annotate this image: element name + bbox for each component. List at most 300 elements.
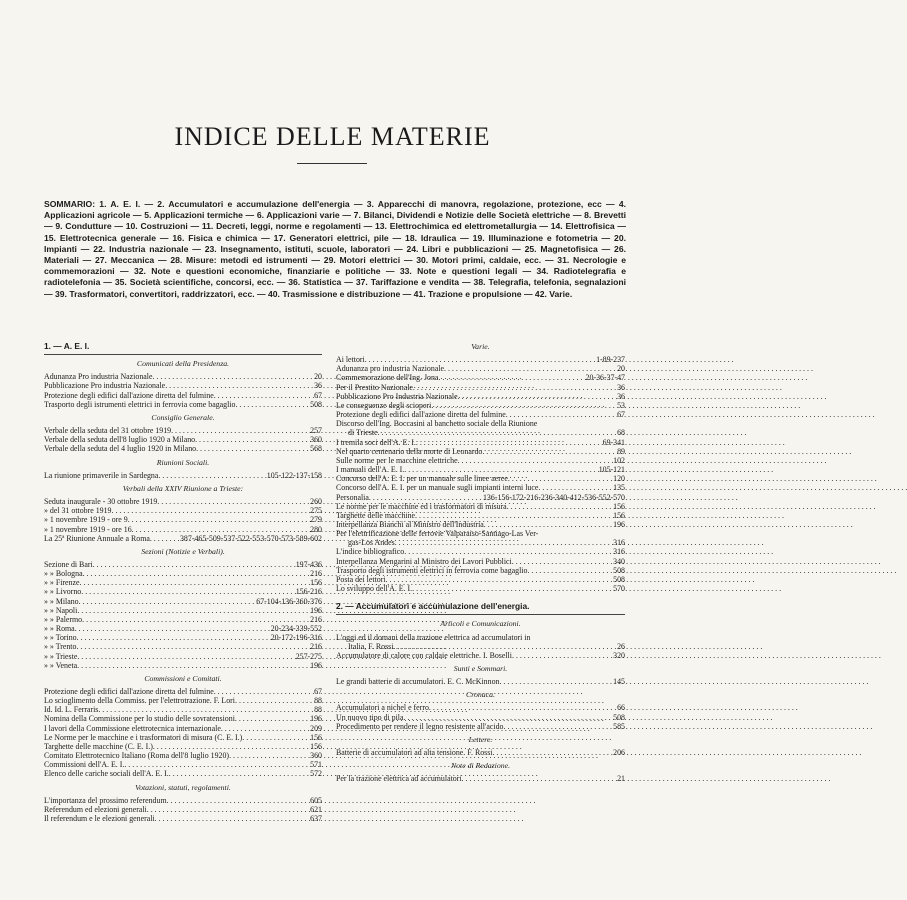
entry-title: » » Palermo xyxy=(44,614,83,624)
index-entry xyxy=(336,355,625,364)
entry-title: Nomina della Commissione per lo studio delle sovratensioni xyxy=(44,714,235,724)
dot-leader xyxy=(221,724,308,733)
index-entry xyxy=(44,661,322,670)
dot-leader xyxy=(112,506,309,515)
dot-leader xyxy=(458,456,612,465)
index-entry xyxy=(44,652,322,661)
entry-list xyxy=(44,796,322,823)
entry-title: Verbale della seduta del 4 luglio 1920 in Milano xyxy=(44,444,197,454)
index-entry xyxy=(44,444,322,453)
section-heading-accumulatori: 2. — Accumulatori e accumulazione dell'energia. xyxy=(336,602,625,615)
page-number: 209 xyxy=(310,723,322,733)
dot-leader xyxy=(506,410,615,419)
subsection-title: Sunti e Sommari. xyxy=(453,664,508,673)
entry-list xyxy=(44,426,322,453)
subsection-title: Votazioni, statuti, regolamenti. xyxy=(135,782,231,792)
dot-leader xyxy=(444,364,615,373)
index-entry xyxy=(44,624,322,633)
index-entry xyxy=(336,774,625,783)
page-number: 605 xyxy=(310,795,322,805)
page-number: 67-104-136-360-376 xyxy=(256,596,322,606)
entry-title: I tremila soci dell'A. E. I. xyxy=(336,437,416,447)
index-entry xyxy=(44,569,322,578)
dot-leader xyxy=(83,569,309,578)
entry-title: Targhette delle macchine (C. E. I.) xyxy=(44,741,153,751)
entry-title: Sulle norme per le macchine elettriche xyxy=(336,455,458,465)
page-number: 88 xyxy=(314,705,322,715)
entry-title: I lavori della Commissione elettrotecnica internazionale xyxy=(44,723,221,733)
page-number: 340 xyxy=(613,556,625,566)
page-number: 360 xyxy=(310,751,322,761)
entry-title: Seduta inaugurale - 30 ottobre 1919 xyxy=(44,497,158,507)
entry-title: » » Torino xyxy=(44,633,77,643)
page-number: 196 xyxy=(310,660,322,670)
dot-leader xyxy=(499,677,611,686)
entry-title: » » Livorno xyxy=(44,587,82,597)
index-entry xyxy=(336,401,625,410)
dot-leader xyxy=(386,575,612,584)
index-entry xyxy=(336,748,625,757)
dot-leader xyxy=(431,401,615,410)
index-entry xyxy=(336,364,625,373)
dot-leader xyxy=(235,714,308,723)
page-number: 136-156-172-216-236-340-412-536-552-570 xyxy=(482,492,625,502)
entry-title: Targhette delle macchine xyxy=(336,510,416,520)
section-heading-aei: 1. — A. E. I. xyxy=(44,342,322,355)
index-entry xyxy=(336,373,625,382)
dot-leader xyxy=(235,400,308,409)
dot-leader xyxy=(155,814,309,823)
page-number: 320 xyxy=(613,650,625,660)
subsection-title: Verbali della XXIV Riunione a Trieste: xyxy=(122,483,244,493)
index-entry xyxy=(336,722,625,731)
dot-leader xyxy=(76,642,308,651)
dot-leader xyxy=(132,525,309,534)
index-entry xyxy=(44,515,322,524)
page-number: 1-89-237 xyxy=(596,355,625,365)
entry-title: » » Bologna xyxy=(44,569,83,579)
index-entry xyxy=(44,471,322,480)
left-column xyxy=(44,338,322,823)
page-number: 20 xyxy=(617,364,625,374)
entry-title: Commissioni dell'A. E. I. xyxy=(44,760,125,770)
index-entry xyxy=(336,529,625,547)
page-number: 197-436 xyxy=(295,559,322,569)
entry-list xyxy=(44,497,322,543)
index-entry xyxy=(44,705,322,714)
index-entry xyxy=(44,615,322,624)
index-entry xyxy=(44,814,322,823)
entry-title: Nel quarto centenario della morte di Leonardo xyxy=(336,446,483,456)
index-entry xyxy=(44,534,322,543)
index-entry xyxy=(44,400,322,409)
entry-title: Verbale della seduta dell'8 luglio 1920 a Milano xyxy=(44,435,196,445)
dot-leader xyxy=(152,372,312,381)
entry-title: Discorso dell'Ing. Boccasini al banchetto sociale della Riunione xyxy=(336,419,538,429)
entry-title: Il referendum e le elezioni generali xyxy=(44,814,155,824)
index-entry xyxy=(44,742,322,751)
entry-list xyxy=(44,372,322,409)
page-number: 257-275 xyxy=(295,651,322,661)
dot-leader xyxy=(492,748,611,757)
index-entry xyxy=(44,497,322,506)
page-number: 316 xyxy=(613,547,625,557)
dot-leader xyxy=(98,705,312,714)
dot-leader xyxy=(395,538,611,547)
entry-title: Id. Id. L. Ferraris xyxy=(44,705,99,715)
dot-leader xyxy=(93,560,294,569)
subsection-title: Sezioni (Notizie e Verbali). xyxy=(141,546,225,556)
entry-title: Lo sviluppo dell'A. E. I. xyxy=(336,584,413,594)
dot-leader xyxy=(165,381,312,390)
dot-leader xyxy=(415,511,611,520)
page-number: 145 xyxy=(613,677,625,687)
index-entry xyxy=(44,381,322,390)
entry-title: Accumulatori a nichel e ferro xyxy=(336,703,429,713)
page-number: 20-36-37-47 xyxy=(585,373,625,383)
entry-title: » » Firenze xyxy=(44,578,80,588)
index-entry xyxy=(336,483,625,492)
entry-title: La 25ª Riunione Annuale a Roma xyxy=(44,533,150,543)
entry-title: L'oggi ed il domani della trazione elettrica ad accumulatori in xyxy=(336,632,531,642)
page-number: 568 xyxy=(310,444,322,454)
entry-title: Le Norme per le macchine e i trasformatori di misura (C. E. I.) xyxy=(44,732,243,742)
page-number: 20 xyxy=(314,372,322,382)
page-number: 279 xyxy=(310,515,322,525)
index-entry xyxy=(44,796,322,805)
dot-leader xyxy=(413,383,615,392)
index-entry xyxy=(336,419,625,437)
entry-title: » 1 novembre 1919 - ore 9 xyxy=(44,515,128,525)
page-number: 120 xyxy=(613,474,625,484)
entry-title: Lo scioglimento della Commiss. per l'elettrotrazione. F. Lori xyxy=(44,696,236,706)
index-entry xyxy=(336,511,625,520)
dot-leader xyxy=(167,796,309,805)
index-entry xyxy=(336,713,625,722)
page-number: 21 xyxy=(617,774,625,784)
entry-list xyxy=(336,703,625,730)
dot-leader xyxy=(369,493,481,502)
index-entry xyxy=(336,392,625,401)
page-number: 20-234-339-552 xyxy=(270,624,322,634)
page-number: 637 xyxy=(310,814,322,824)
subsection-title: Consiglio Generale. xyxy=(151,412,215,422)
dot-leader xyxy=(458,392,615,401)
page-number: 570 xyxy=(613,584,625,594)
dot-leader xyxy=(128,515,308,524)
page-number: 69-341 xyxy=(602,437,625,447)
index-entry xyxy=(44,560,322,569)
page-number: 508 xyxy=(613,574,625,584)
entry-title: Referendum ed elezioni generali xyxy=(44,804,147,814)
entry-title: Accumulatore di calore con caldaie elettriche. I. Boselli xyxy=(336,650,512,660)
dot-leader xyxy=(157,497,308,506)
index-entry xyxy=(44,435,322,444)
entry-title: Trasporto degli istrumenti elettrici in ferrovia come bagaglio xyxy=(44,399,236,409)
dot-leader xyxy=(81,587,293,596)
page-number: 135 xyxy=(613,483,625,493)
page-number: 156 xyxy=(613,501,625,511)
dot-leader xyxy=(404,547,611,556)
page-number: 105-122-137-158 xyxy=(266,470,322,480)
entry-title: » » Veneta xyxy=(44,660,78,670)
entry-list xyxy=(336,774,625,783)
index-entry xyxy=(44,606,322,615)
dot-leader xyxy=(77,633,269,642)
page-number: 105-121 xyxy=(598,465,625,475)
subsection-title: Comunicati della Presidenza. xyxy=(136,359,230,369)
page-number: 67 xyxy=(314,687,322,696)
page-number: 280 xyxy=(310,524,322,534)
entry-title: Trasporto degli istrumenti elettrici in ferrovia come bagaglio xyxy=(336,565,528,575)
index-entry xyxy=(336,651,625,660)
entry-title: L'importanza del prossimo referendum xyxy=(44,795,167,805)
dot-leader xyxy=(378,428,616,437)
subsection-title: Riunioni Sociali. xyxy=(156,457,210,467)
dot-leader xyxy=(235,696,312,705)
dot-leader xyxy=(150,534,178,543)
entry-title: Sezione di Bari xyxy=(44,559,93,569)
index-entry xyxy=(44,687,322,696)
subsection-title: Varie. xyxy=(471,342,490,351)
index-entry xyxy=(336,557,625,566)
index-entry xyxy=(336,474,625,483)
entry-list xyxy=(44,687,322,779)
page-number: 572 xyxy=(310,769,322,779)
entry-title: Le grandi batterie di accumulatori. E. C. McKinnon xyxy=(336,677,500,687)
dot-leader xyxy=(508,474,611,483)
page-number: 26 xyxy=(617,641,625,651)
dot-leader xyxy=(484,520,611,529)
dot-leader xyxy=(153,742,308,751)
entry-title: Per l'elettrificazione delle ferrovie Valparaiso-Santiago-Las Ver- xyxy=(336,529,539,539)
dot-leader xyxy=(429,703,615,712)
page-number: 508 xyxy=(613,712,625,722)
entry-list xyxy=(44,560,322,670)
entry-title: Pubblicazione Pro industria Nazionale xyxy=(44,381,166,391)
entry-title: Interpellanza Mengarini al Ministro dei Lavori Pubblici xyxy=(336,556,512,566)
index-entry xyxy=(336,410,625,419)
entry-title: » » Napoli xyxy=(44,605,78,615)
entry-title: Adunanza pro industria Nazionale xyxy=(336,364,445,374)
index-entry xyxy=(336,547,625,556)
entry-title: Protezione degli edifici dall'azione diretta del fulmine xyxy=(336,410,506,420)
page-number: 508 xyxy=(310,399,322,409)
index-entry xyxy=(44,724,322,733)
entry-title: Le conseguenze degli scioperi xyxy=(336,400,432,410)
index-entry xyxy=(44,506,322,515)
index-entry xyxy=(44,714,322,723)
index-entry xyxy=(44,597,322,606)
entry-title: Concorso dell'A. E. I. per un manuale sugli impianti interni luce xyxy=(336,483,539,493)
page-number: 360 xyxy=(310,435,322,445)
dot-leader xyxy=(196,444,308,453)
page-number: 621 xyxy=(310,804,322,814)
index-entry xyxy=(336,584,625,593)
index-entry xyxy=(44,587,322,596)
entry-title-continued: gas-Los Andes xyxy=(348,538,395,548)
entry-title: » » Milano xyxy=(44,596,79,606)
page-number: 88 xyxy=(314,696,322,706)
subsection-title: Cronaca. xyxy=(466,690,495,700)
page-number: 36 xyxy=(314,381,322,391)
index-entry xyxy=(44,733,322,742)
index-entry xyxy=(44,372,322,381)
entry-title: Protezione degli edifici dall'azione diretta del fulmine xyxy=(44,687,214,696)
dot-leader xyxy=(214,687,312,696)
entry-list xyxy=(336,355,625,593)
page-number: 67 xyxy=(617,410,625,420)
entry-list xyxy=(336,633,625,660)
dot-leader xyxy=(77,652,293,661)
right-column xyxy=(336,338,625,784)
index-entry xyxy=(44,751,322,760)
entry-title-continued: Italia, F. Rossi xyxy=(348,641,394,651)
entry-title: Posta dei lettori xyxy=(336,574,386,584)
page-number: 156 xyxy=(310,578,322,588)
entry-title: Commemorazione dell'Ing. Jona xyxy=(336,373,439,383)
page-number: 571 xyxy=(310,760,322,770)
title-divider xyxy=(297,163,367,164)
page-number: 68 xyxy=(617,428,625,438)
dot-leader xyxy=(169,769,308,778)
entry-title: Protezione degli edifici dall'azione diretta del fulmine xyxy=(44,390,214,400)
entry-title: » » Trento xyxy=(44,642,77,652)
page-number: 156 xyxy=(310,732,322,742)
index-entry xyxy=(336,520,625,529)
entry-title: » » Trieste xyxy=(44,651,78,661)
entry-title: Le norme per le macchine ed i trasformatori di misura xyxy=(336,501,507,511)
index-entry xyxy=(44,696,322,705)
page-number: 260 xyxy=(310,497,322,507)
index-entry xyxy=(44,642,322,651)
subsection-title: Lettere. xyxy=(468,734,493,744)
page-number: 156-216 xyxy=(295,587,322,597)
dot-leader xyxy=(527,566,611,575)
index-entry xyxy=(44,525,322,534)
dot-leader xyxy=(538,483,611,492)
entry-title: Per il Prestito Nazionale xyxy=(336,382,413,392)
entry-title: » 1 novembre 1919 - ore 16 xyxy=(44,524,132,534)
page-number: 156 xyxy=(613,510,625,520)
page-number: 89 xyxy=(617,446,625,456)
dot-leader xyxy=(482,447,615,456)
dot-leader xyxy=(77,606,308,615)
page-number: 196 xyxy=(310,714,322,724)
entry-title: Un nuovo tipo di pila xyxy=(336,712,404,722)
page-number: 508 xyxy=(613,565,625,575)
page-number: 66 xyxy=(617,703,625,713)
entry-title: Verbale della seduta del 31 ottobre 1919 xyxy=(44,426,172,436)
index-entry xyxy=(44,426,322,435)
page-number: 216 xyxy=(310,569,322,579)
index-entry xyxy=(336,677,625,686)
page-number: 156 xyxy=(310,741,322,751)
index-entry xyxy=(336,383,625,392)
page-number: 20-172-196-316 xyxy=(270,633,322,643)
page-number: 387-465-509-537-522-553-570-573-589-602 xyxy=(179,533,322,543)
dot-leader xyxy=(79,597,255,606)
page-number: 585 xyxy=(613,721,625,731)
entry-title: Ai lettori xyxy=(336,355,365,365)
index-entry xyxy=(336,633,625,651)
page-number: 196 xyxy=(613,519,625,529)
index-entry xyxy=(336,575,625,584)
page-number: 257 xyxy=(310,426,322,436)
dot-leader xyxy=(365,355,594,364)
entry-title: Pubblicazione Pro Industria Nazionale xyxy=(336,391,458,401)
index-entry xyxy=(44,633,322,642)
page-number: 36 xyxy=(617,391,625,401)
index-entry xyxy=(44,578,322,587)
page-number: 196 xyxy=(310,605,322,615)
entry-title: Interpellanza Bianchi al Ministro dell'Industria xyxy=(336,519,484,529)
page-number: 316 xyxy=(613,538,625,548)
entry-title: Per la trazione elettrica ad accumulatori xyxy=(336,774,462,784)
dot-leader xyxy=(412,584,611,593)
index-entry xyxy=(336,465,625,474)
page-number: 206 xyxy=(613,748,625,758)
index-entry xyxy=(336,703,625,712)
dot-leader xyxy=(416,438,601,447)
entry-title: » del 31 ottobre 1919 xyxy=(44,506,112,516)
dot-leader xyxy=(404,465,596,474)
entry-title: I manuali dell'A. E. I. xyxy=(336,465,405,475)
index-entry xyxy=(336,438,625,447)
page-number: 102 xyxy=(613,455,625,465)
page-number: 216 xyxy=(310,642,322,652)
dot-leader xyxy=(80,578,309,587)
dot-leader xyxy=(404,713,612,722)
dot-leader xyxy=(229,751,308,760)
dot-leader xyxy=(512,557,611,566)
dot-leader xyxy=(124,760,308,769)
dot-leader xyxy=(75,624,269,633)
page-number: 53 xyxy=(617,400,625,410)
dot-leader xyxy=(512,651,611,660)
entry-title: L'indice bibliografico xyxy=(336,547,405,557)
entry-title: Personalia xyxy=(336,492,369,502)
dot-leader xyxy=(504,722,612,731)
summary-paragraph: SOMMARIO: 1. A. E. I. — 2. Accumulatori e accumulazione dell'energia — 3. Apparecchi di manovra, regolazione, protezione, ecc — 4. Applicazioni agricole — 5. Applicazioni termiche — 6. Applicazioni varie — 7. Bilanci, Dividendi e Notizie delle Società elettriche — 8. Brevetti — 9. Condutture — 10. Costruzioni — 11. Decreti, leggi, norme e regolamenti — 13. Elettrochimica ed elettrometallurgia — 14. Elettrofisica — 15. Elettrotecnica generale — 16. Fisica e chimica — 17. Generatori elettrici, pile — 18. Idraulica — 19. Illuminazione e fotometria — 20. Impianti — 22. Industria nazionale — 23. Insegnamento, istituti, scuole, laboratori — 24. Libri e pubblicazioni — 25. Magnetofisica — 26. Materiali — 27. Meccanica — 28. Misure: metodi ed istrumenti — 29. Motori elettrici — 30. Motori primi, caldaie, ecc. — 31. Necrologie e commemorazioni — 32. Note e questioni economiche, finanziarie e politiche — 33. Note e questioni legali — 34. Radiotelegrafia e radiotelefonia — 35. Società scientifiche, concorsi, ecc. — 36. Statistica — 37. Tariffazione e vendita — 38. Telegrafia, telefonia, segnalazioni — 39. Trasformatori, convertitori, raddrizzatori, ecc. — 40. Trasmissione e distribuzione — 41. Trazione e propulsione — 42. Varie. xyxy=(44,199,626,299)
entry-title: Elenco delle cariche sociali dell'A. E. I. xyxy=(44,769,169,779)
index-entry xyxy=(44,391,322,400)
dot-leader xyxy=(158,471,264,480)
dot-leader xyxy=(438,373,583,382)
entry-title: Comitato Elettrotecnico Italiano (Roma dell'8 luglio 1920) xyxy=(44,751,230,761)
index-entry xyxy=(336,447,625,456)
entry-title: La riunione primaverile in Sardegna xyxy=(44,470,159,480)
dot-leader xyxy=(242,733,308,742)
entry-list xyxy=(336,748,625,757)
subsection-title: Articoli e Comunicazioni. xyxy=(440,619,521,629)
index-entry xyxy=(44,769,322,778)
dot-leader xyxy=(195,435,308,444)
dot-leader xyxy=(507,502,611,511)
subsection-title: Note di Redazione. xyxy=(450,761,511,771)
entry-title: Adunanza Pro industria Nazionale xyxy=(44,372,153,382)
dot-leader xyxy=(214,391,312,400)
page-title: INDICE DELLE MATERIE xyxy=(174,122,491,151)
index-entry xyxy=(336,456,625,465)
dot-leader xyxy=(77,661,308,670)
entry-list xyxy=(336,677,625,686)
entry-list xyxy=(44,471,322,480)
index-entry xyxy=(336,502,625,511)
dot-leader xyxy=(82,615,308,624)
entry-title: Concorso dell'A. E. I. per un manuale sulle linee aeree xyxy=(336,474,508,484)
index-entry xyxy=(44,760,322,769)
